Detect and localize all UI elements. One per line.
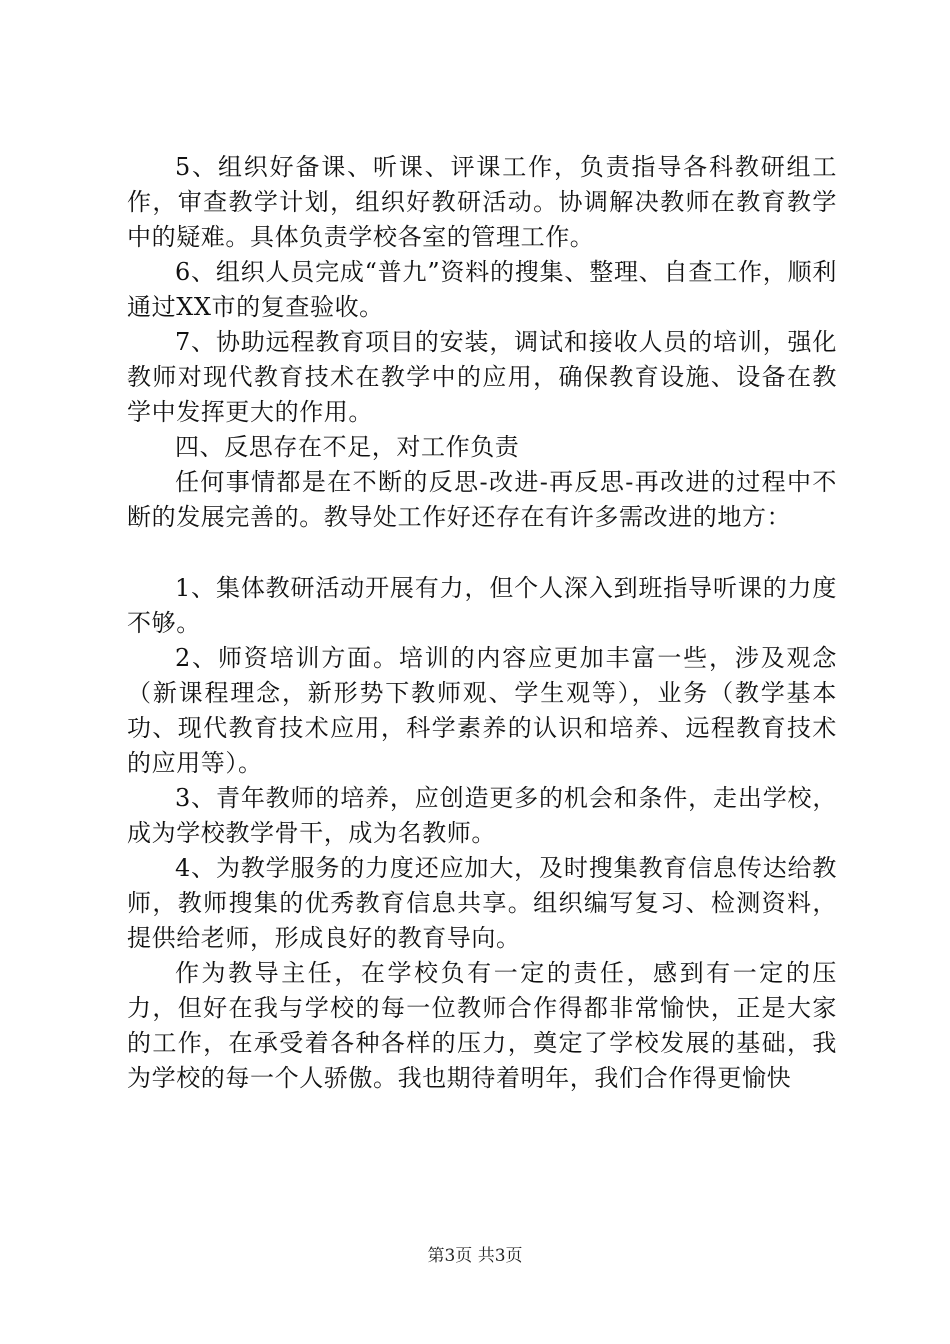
paragraph-gap bbox=[127, 535, 837, 571]
page-number-label: 第3页 共3页 bbox=[427, 1246, 523, 1266]
paragraph-issue-1: 1、集体教研活动开展有力，但个人深入到班指导听课的力度不够。 bbox=[127, 574, 837, 637]
section-heading: 四、反思存在不足，对工作负责 bbox=[175, 433, 520, 461]
paragraph-closing: 作为教导主任，在学校负有一定的责任，感到有一定的压力，但好在我与学校的每一位教师合作得都非常愉快，正是大家的工作，在承受着各种各样的压力，奠定了学校发展的基础，我为学校的每一个人骄傲。我也期待着明年，我们合作得更愉快 bbox=[127, 959, 837, 1092]
page-footer bbox=[0, 1245, 950, 1267]
paragraph-item-5: 5、组织好备课、听课、评课工作，负责指导各科教研组工作，审查教学计划，组织好教研活动。协调解决教师在教育教学中的疑难。具体负责学校各室的管理工作。 bbox=[127, 153, 837, 251]
paragraph-issue-2: 2、师资培训方面。培训的内容应更加丰富一些，涉及观念（新课程理念，新形势下教师观、学生观等），业务（教学基本功、现代教育技术应用，科学素养的认识和培养、远程教育技术的应用等）。 bbox=[127, 644, 837, 777]
paragraph-issue-4: 4、为教学服务的力度还应加大，及时搜集教育信息传达给教师，教师搜集的优秀教育信息共享。组织编写复习、检测资料，提供给老师，形成良好的教育导向。 bbox=[127, 854, 837, 952]
paragraph-item-6: 6、组织人员完成“普九”资料的搜集、整理、自查工作，顺利通过XX市的复查验收。 bbox=[127, 258, 837, 321]
document-body bbox=[127, 150, 837, 1096]
paragraph-intro: 任何事情都是在不断的反思-改进-再反思-再改进的过程中不断的发展完善的。教导处工作好还存在有许多需改进的地方： bbox=[127, 468, 837, 531]
paragraph-item-7: 7、协助远程教育项目的安装，调试和接收人员的培训，强化教师对现代教育技术在教学中的应用，确保教育设施、设备在教学中发挥更大的作用。 bbox=[127, 328, 837, 426]
paragraph-issue-3: 3、青年教师的培养，应创造更多的机会和条件，走出学校，成为学校教学骨干，成为名教师。 bbox=[127, 784, 837, 847]
